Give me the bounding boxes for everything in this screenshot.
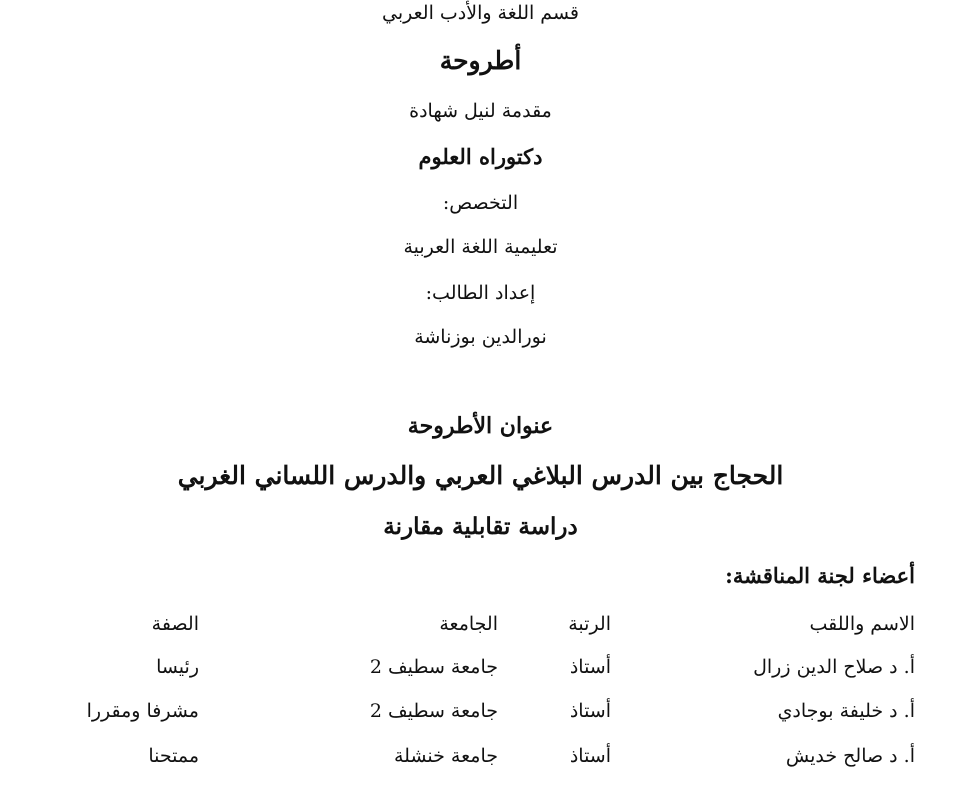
member-role: مشرفا ومقررا <box>86 700 199 722</box>
specialization-value: تعليمية اللغة العربية <box>403 236 558 258</box>
member-rank: أستاذ <box>569 745 611 767</box>
column-header-role: الصفة <box>151 613 199 635</box>
member-name: أ. د صالح خديش <box>785 745 915 767</box>
thesis-title: الحجاج بين الدرس البلاغي العربي والدرس اللساني الغربي <box>177 461 784 490</box>
specialization-label: التخصص: <box>442 192 519 214</box>
member-role: رئيسا <box>156 656 199 678</box>
thesis-title-label: عنوان الأطروحة <box>407 413 554 439</box>
document-type: أطروحة <box>439 46 522 75</box>
member-university: جامعة سطيف 2 <box>369 700 498 722</box>
member-name: أ. د خليفة بوجادي <box>777 700 915 722</box>
committee-table-header <box>0 613 961 647</box>
member-university: جامعة سطيف 2 <box>369 656 498 678</box>
column-header-name: الاسم واللقب <box>809 613 915 635</box>
submitted-for-text: مقدمة لنيل شهادة <box>409 100 552 122</box>
column-header-university: الجامعة <box>439 613 498 635</box>
committee-row <box>0 700 961 734</box>
prepared-by-label: إعداد الطالب: <box>425 282 536 304</box>
degree-name: دكتوراه العلوم <box>418 144 543 169</box>
column-header-rank: الرتبة <box>568 613 611 635</box>
member-university: جامعة خنشلة <box>393 745 498 767</box>
committee-heading: أعضاء لجنة المناقشة: <box>725 563 915 588</box>
member-name: أ. د صلاح الدين زرال <box>753 656 915 678</box>
thesis-subtitle: دراسة تقابلية مقارنة <box>383 513 578 540</box>
department-name: قسم اللغة والأدب العربي <box>382 2 579 24</box>
student-name: نورالدين بوزناشة <box>414 326 547 348</box>
member-rank: أستاذ <box>569 700 611 722</box>
committee-row <box>0 656 961 690</box>
member-rank: أستاذ <box>569 656 611 678</box>
committee-row <box>0 745 961 779</box>
member-role: ممتحنا <box>148 745 199 767</box>
